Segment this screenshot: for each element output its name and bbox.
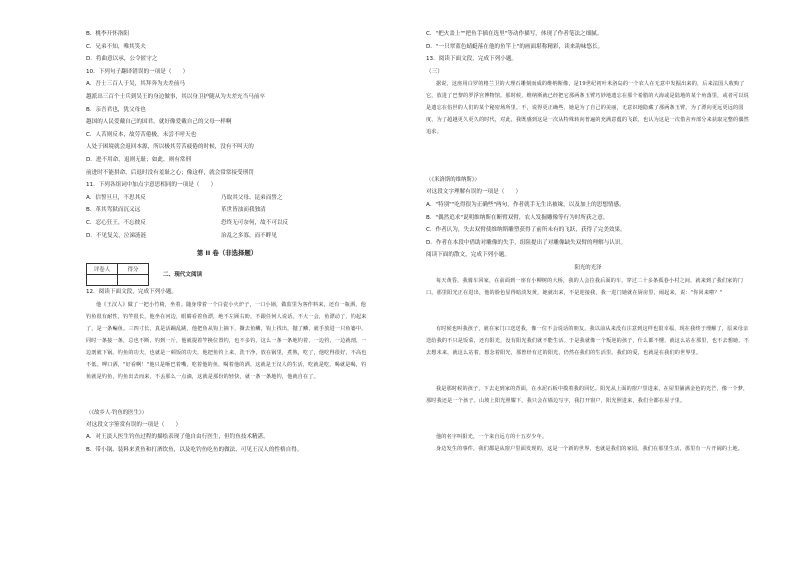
option-line: C．兄弟不知，唯其笑夫 xyxy=(86,43,146,50)
story-paragraph-2: 有时候也叫我孩子，就在家门口送送我，像一位不会说话的朋友。我以前从来没有注意到这样也很幸福，现在我终于理解了，原来母亲送给我的不只是饭菜，还有阳光，没有阳光我们就不能生活。于是我就像一个叛逆的孩子，什么都不懂，就这么站在那里，也不去想她。不去想未来，就这么站着，想念着阳光，那曾经有过的阳光，仍然在我们的生活里。我们的爱，也就是在我们的世界里。 xyxy=(426,325,749,356)
option-line: D．将曲意以承，公令匿守之 xyxy=(86,56,158,63)
part-title: 二、现代文阅读 xyxy=(163,272,203,279)
score-cell-score[interactable] xyxy=(118,274,149,285)
right-column xyxy=(426,28,750,455)
q10-option-a: A．吾士三百人于吴，其拜奔为夫差前马 xyxy=(86,81,185,88)
q11-option-a-pair: 乃取其父母、昆弟而誓之 xyxy=(221,194,283,201)
q13-option-a: A．"特别""吃得很为正确些"两句，作者就手无生出被缘，以及加上的思想情感。 xyxy=(426,201,625,208)
q11-option-b-pair: 革世皆浊而我独清 xyxy=(221,207,266,214)
left-column xyxy=(86,28,368,456)
q10-option-c-translation: 人处于困境就会返回本源，所以极其劳苦疲倦的时候，没有不叫天的 xyxy=(86,144,254,151)
q13-option-c: C．作者认为，失去双臂使维纳斯雕塑获得了前所未有的飞跃，获得了完美效果。 xyxy=(426,227,626,234)
q10-option-d: D．进不用命，退则无耻；如此，则有常刑 xyxy=(86,156,191,163)
q13-option-d: D．作者在本段中借助对雕像的失手，组阻提出了对雕像缺失双臂的理解与认识。 xyxy=(426,239,627,246)
q11-option-row xyxy=(86,204,368,217)
q10-option-c: C．人苦则反本，故劳苦倦极，未尝不呼天也 xyxy=(86,131,197,138)
q11-option-c-pair: 恐终无可奈何，故不可以反 xyxy=(221,219,289,226)
passage-2-source: （《米洛斯的维纳斯》） xyxy=(426,177,480,184)
q11-option-row xyxy=(86,230,368,243)
q13-part-number: （三） xyxy=(426,68,443,75)
story-paragraph-5: 身边发生的事件，我们都是从窗户里面发现的，这是一个新的世界，也就是我们的家园，我们在那里生活，那里有一片开阔的土地。 xyxy=(436,445,744,452)
question-13-stem: 13．阅读下面文段，完成下列小题。 xyxy=(426,56,518,63)
story-paragraph-1: 每天黄昏，我骑车回家，在前面到一座有小柳树的大桥，我的人会拉我后面的车，穿过二十多条孤巷小村之间，就来到了我们家的门口。那里阳光正在进出，他的脸色显得暗淡发黄，她就出来，不是迎接我，我一进门她就在厨房里，闹起来，说："你回来啦？" xyxy=(426,277,744,296)
story-paragraph-4: 他的名字叫阳光，一个来自远方的十五岁少年。 xyxy=(436,433,548,440)
q12-option-a: A．对王淡人医生钓鱼过程的描绘表现了他自由行医生，但钓鱼技术精湛。 xyxy=(86,434,269,441)
q10-option-b-translation: 越国的人民爱戴自己的国君，就好像爱戴自己的父母一样啊 xyxy=(86,119,232,126)
score-box xyxy=(86,262,368,286)
q12-option-d: D．"一只翠蓝色蜻蜓落在他的鱼竿上"的画面堪称精彩，读来韵味悠长。 xyxy=(426,43,604,50)
q10-option-b: B．亲吾君也，犹父母也 xyxy=(86,106,146,113)
q12-option-b: B．带小锅、装料来煮鱼和打酒饮鱼，以及吃钓鱼吃鱼的做法，可见王汉人的性格自得。 xyxy=(86,446,303,453)
score-header-score: 得分 xyxy=(118,263,149,274)
score-table xyxy=(86,263,149,286)
option-line: B．桃李开怀洛阳 xyxy=(86,31,129,37)
q10-option-a-translation: 越派出三百个士兵到吴王的身边做事，其以身卫护随从为夫差充当马前卒 xyxy=(86,93,266,100)
q10-option-d-translation: 前进时不能拼命，后退时没有羞耻之心；像这样，就会常常接受刑罚 xyxy=(86,169,254,176)
q12-option-c: C．"把火盖上""把鱼手插在选里"等动作描写，体现了作者笔法之细腻。 xyxy=(426,31,603,37)
q11-option-d-pair: 治乱之多寡，而不畔见 xyxy=(221,232,277,239)
q13-option-b: B．"偶然追求"说明维纳斯在断臂双臂，农人发掘雕像等行为时所获之意。 xyxy=(426,214,609,221)
score-cell-grader[interactable] xyxy=(87,274,118,285)
q11-option-row xyxy=(86,217,368,230)
q13-sub-stem: 对这段文字理解有误的一项是（ ） xyxy=(426,189,522,196)
q11-option-a: A．信誓旦旦，不思其反 xyxy=(86,194,146,201)
question-10-stem: 10．下列句子翻译错误的一项是（ ） xyxy=(86,68,189,75)
q11-option-b: B．革其驾狱而沉又远 xyxy=(86,207,141,214)
story-title: 阳光的光泽 xyxy=(574,264,602,271)
q11-option-c: C．忍心狂王，不忘彼反 xyxy=(86,219,146,226)
score-header-grader: 评卷人 xyxy=(87,263,118,274)
q12-sub-stem: 对这段文字鉴赏有误的一项是（ ） xyxy=(86,421,182,428)
section-title: 第 II 卷（非选择题） xyxy=(196,249,258,258)
q11-option-row xyxy=(86,192,368,205)
question-14-stem: 阅读下面的散文，完成下列小题。 xyxy=(426,252,510,259)
question-11-stem: 11．下列各组词中加点字意思相同的一项是（ ） xyxy=(86,182,217,189)
reading-passage: 他《王汉人》做了一把小竹椅，坐着。随身带着一个白瓷小火炉子，一口小锅，做监里为客作料来，还有一瓶酒，他钓鱼很有耐性，钓竿很长，他坐在河边，眼睛看着鱼漂，绝不左顾右盼，不跟任何人说话。不大一会，鱼漂动了，钓起来了，是一条鳊鱼。三四寸长，真是活蹦乱跳，他把鱼从钩上摘下，撕去鱼鳞，钩上找出，抛了鳞，就手放进一只鱼篓中。同时一条接一条，总也不断，钓到一斤，他就提着竿换位置钓，也不多钓，这么一条一条地钓着，一边钓，一边就剖，一边剖就下锅。钓鱼的功夫，也就是一顿饭的功夫，他把鱼钓上来，洗干净，放在锅里，煮熟，吃了，他吃得很好，不高也不低。呷口酒，"好看啊！"他只是咂巴着嘴，吃着他的鱼，喝着他的酒。这就是王汉人的生活，吃就是吃，喝就是喝，钓鱼就是钓鱼，钓鱼出去而来，不丢那么一点滴，这就是那份的轻快，就一条一条地钓，他就自在了。 xyxy=(86,301,367,380)
reading-passage-2: 据说，这座用白罗的格兰卫的大理石雕刻而成的维纳斯像，是19世纪初叶米洛岛的一个农人在无意中发掘出来的，后来法国人收购了它，放进了巴黎的罗浮宫博物馆。那时候，维纳斯就已经把它那两条玉臂巧妙地遗忘在那个希腊的大海或是陆地的某个角落里，或者可以说是遗忘在俗世的人们的某个秘密场所里。不，说得更正确些，她是为了自己的美丽，无意识地隐藏了那两条玉臂。为了漂向更远更远的国度，为了超越更久更久的时代，对此，我既感到这是一次从特殊转向普遍的充满意蕴的飞跃，也认为这是一次借舍弃部分来获取完整的偶然追求。 xyxy=(426,81,749,136)
story-paragraph-3: 我是那时候的孩子，下去走到家的背面，在水泥石板中摸着我的回忆。阳光从上面的窗户里进来，在屋里铺满金色的光芒，像一个梦，那时我还是一个孩子。山坡上阳光照耀下，我只会在墙边写字，我打开窗户，阳光照进来，我们全都在屋子里。 xyxy=(426,385,749,404)
q11-option-d: D．不见复关，泣涕涟涟 xyxy=(86,232,147,239)
passage-source: （《故乡人·钓鱼的医生》） xyxy=(86,409,148,416)
question-12-stem: 12．阅读下面文段，完成下列小题。 xyxy=(86,289,178,296)
